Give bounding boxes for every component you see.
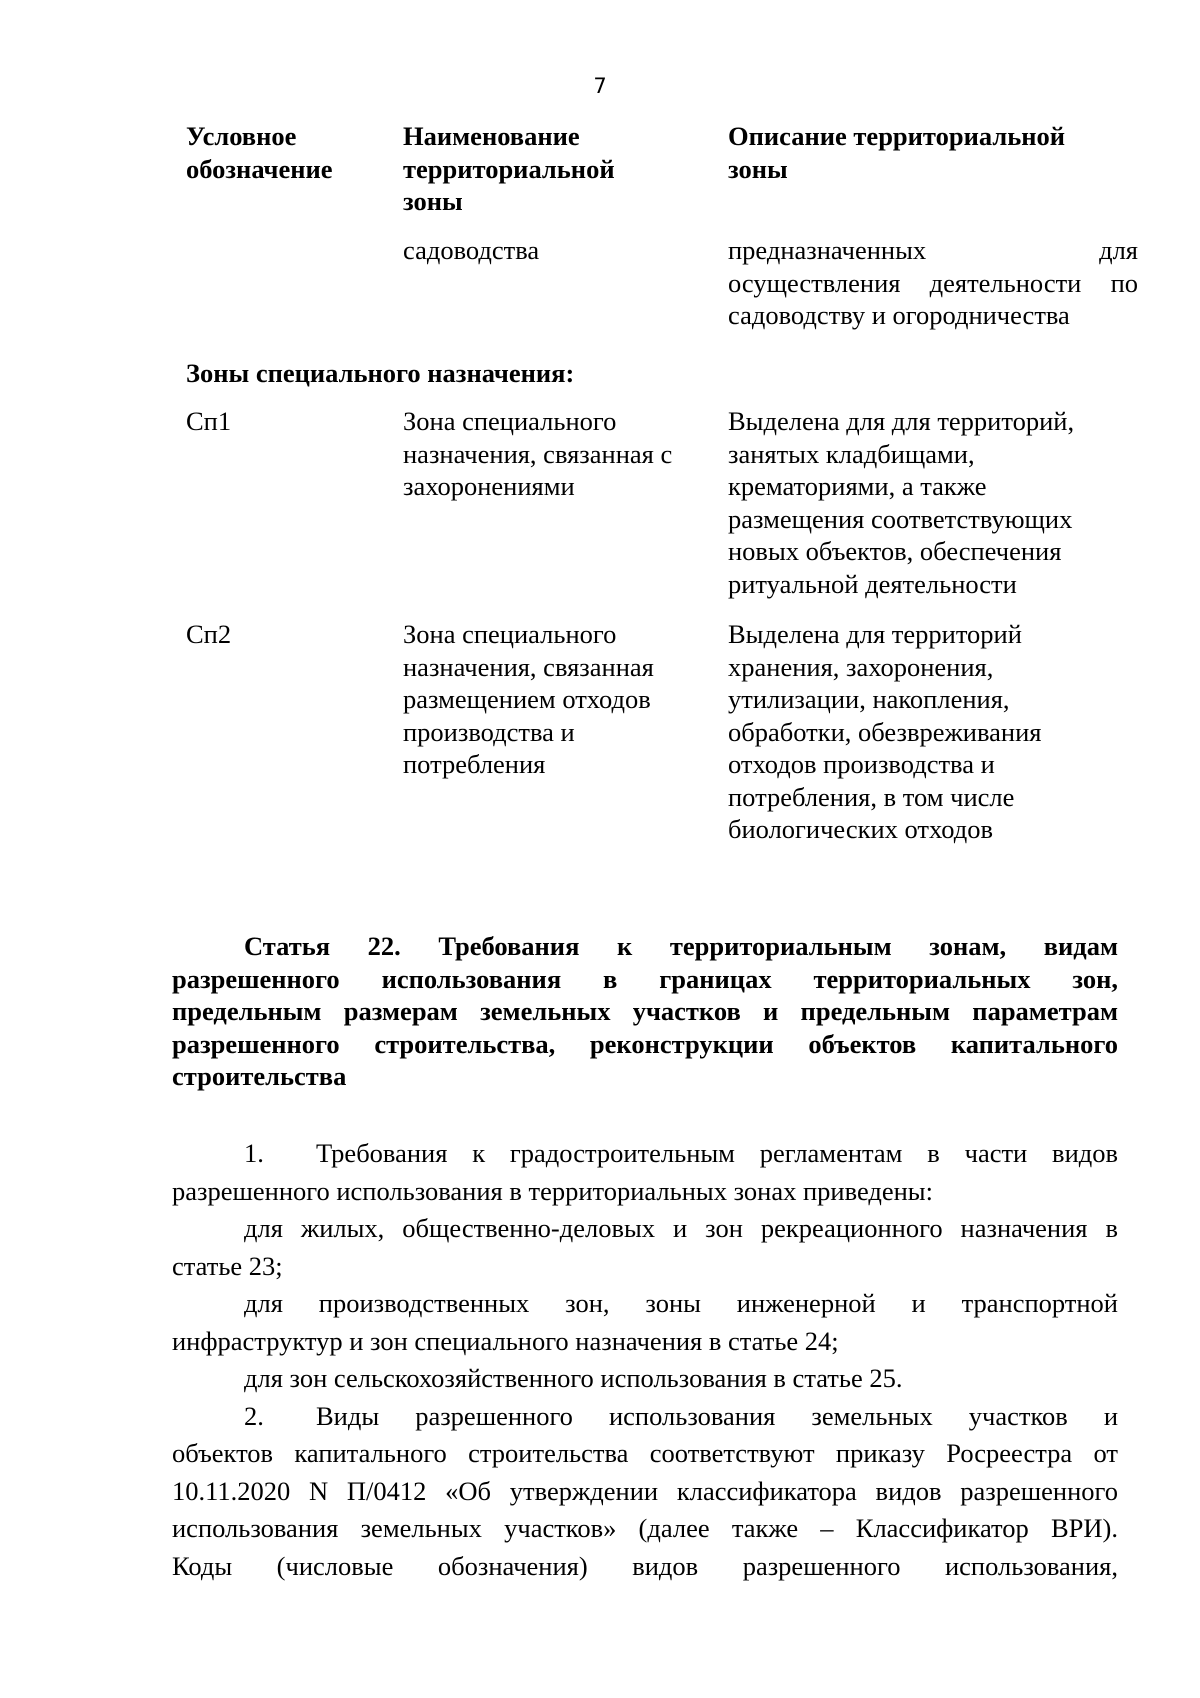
section-title: Зоны специального назначения: xyxy=(186,358,575,388)
header-line: Наименование xyxy=(403,121,580,151)
cell-line: отходов производства и xyxy=(728,749,995,779)
paragraph-line xyxy=(172,1135,1118,1173)
list-item-line: статье 23; xyxy=(172,1250,283,1281)
paragraph-number: 2. xyxy=(244,1400,264,1431)
cell-line: потребления, в том числе xyxy=(728,781,1015,812)
heading-line: строительства xyxy=(172,1061,347,1091)
heading-line: разрешенного использования в границах территориальных зон, xyxy=(172,963,1118,994)
cell-line: Зона специального xyxy=(403,406,617,436)
header-line: Описание территориальной xyxy=(728,121,1066,151)
row-code: Сп1 xyxy=(186,406,232,436)
paragraph-text: Виды разрешенного использования земельных участков и xyxy=(316,1400,1118,1431)
list-item-line: для жилых, общественно-деловых и зон рекреационного назначения в xyxy=(244,1213,1118,1243)
cell-line: биологических отходов xyxy=(728,814,993,844)
heading-line: разрешенного строительства, реконструкции объектов капитального xyxy=(172,1028,1118,1059)
row-name xyxy=(403,618,703,781)
cell-line: Выделена для для территорий, xyxy=(728,406,1075,436)
cell-line: садоводству и огородничества xyxy=(728,300,1070,330)
article-heading xyxy=(172,930,1118,1093)
paragraph-number: 1. xyxy=(244,1138,264,1168)
cell-line: Выделена для территорий xyxy=(728,619,1022,649)
header-description xyxy=(728,120,1138,185)
paragraph-line: Коды (числовые обозначения) видов разрешенного использования, xyxy=(172,1550,1118,1581)
continued-name xyxy=(403,234,703,267)
paragraph-line xyxy=(172,1398,1118,1436)
header-line: обозначение xyxy=(186,153,333,184)
list-item-line: для производственных зон, зоны инженерной и транспортной xyxy=(244,1288,1118,1318)
cell-line: предназначенных для xyxy=(728,235,1138,265)
row-name xyxy=(403,405,703,503)
row-description xyxy=(728,618,1138,846)
header-line: Условное xyxy=(186,121,297,151)
row-description xyxy=(728,405,1138,600)
header-name xyxy=(403,120,703,218)
heading-line: Статья 22. Требования к территориальным зонам, видам xyxy=(244,931,1118,961)
list-item-line: для зон сельскохозяйственного использования в статье 25. xyxy=(244,1363,903,1393)
paragraph-line: 10.11.2020 N П/0412 «Об утверждении классификатора видов разрешенного xyxy=(172,1475,1118,1506)
cell-line: Зона специального xyxy=(403,619,617,649)
cell-line: новых объектов, обеспечения xyxy=(728,536,1062,566)
cell-line: производства и xyxy=(403,716,575,747)
article-body xyxy=(172,1135,1118,1585)
cell-line: занятых кладбищами, xyxy=(728,438,975,469)
paragraph-line: разрешенного использования в территориальных зонах приведены: xyxy=(172,1175,933,1206)
row-code: Сп2 xyxy=(186,619,232,649)
paragraph-line: использования земельных участков» (далее также – Классификатор ВРИ). xyxy=(172,1513,1118,1543)
paragraph-line: объектов капитального строительства соответствуют приказу Росреестра от xyxy=(172,1438,1118,1468)
cell-line: хранения, захоронения, xyxy=(728,651,994,682)
cell-line: размещения соответствующих xyxy=(728,503,1073,534)
cell-line: захоронениями xyxy=(403,471,575,501)
cell-line: крематориями, а также xyxy=(728,471,987,501)
paragraph-text: Требования к градостроительным регламентам в части видов xyxy=(316,1138,1118,1168)
header-line: зоны xyxy=(403,186,463,216)
cell-line: осуществления деятельности по xyxy=(728,267,1138,298)
page-number: 7 xyxy=(593,74,607,98)
list-item-line: инфраструктур и зон специального назначения в статье 24; xyxy=(172,1325,839,1356)
cell-line: обработки, обезвреживания xyxy=(728,716,1042,747)
heading-line: предельным размерам земельных участков и предельным параметрам xyxy=(172,996,1118,1026)
continued-description xyxy=(728,234,1138,332)
header-line: зоны xyxy=(728,153,788,184)
cell-line: ритуальной деятельности xyxy=(728,568,1017,599)
cell-line: размещением отходов xyxy=(403,684,651,714)
cell-line: назначения, связанная xyxy=(403,651,654,682)
header-line: территориальной xyxy=(403,153,615,184)
cell-line: назначения, связанная с xyxy=(403,438,673,469)
cell-line: утилизации, накопления, xyxy=(728,684,1010,714)
cell-line: садоводства xyxy=(403,235,540,265)
header-code xyxy=(186,120,386,185)
cell-line: потребления xyxy=(403,749,546,779)
